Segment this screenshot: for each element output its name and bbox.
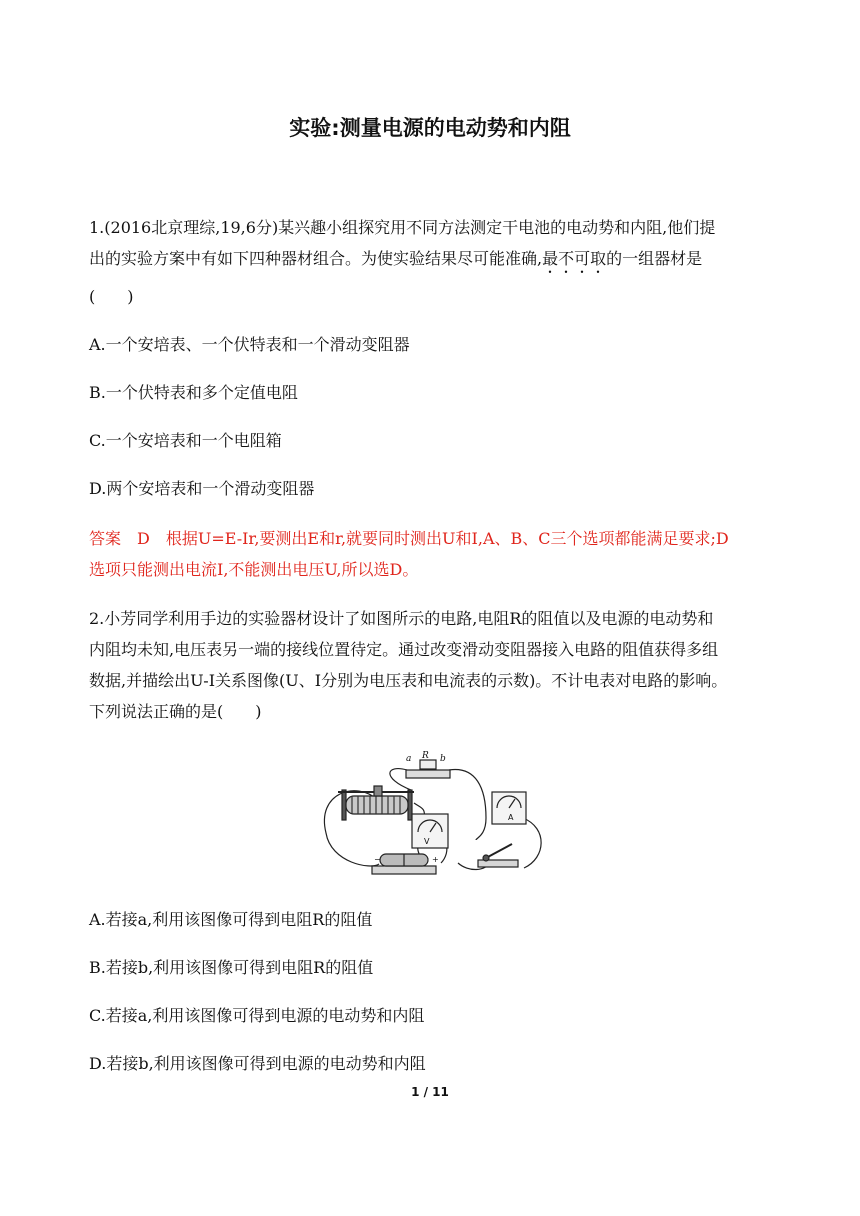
q2-stem-line1: 2.小芳同学利用手边的实验器材设计了如图所示的电路,电阻R的阻值以及电源的电动势和 <box>89 609 714 628</box>
circuit-figure <box>316 748 548 884</box>
label-voltmeter: V <box>424 837 430 846</box>
circuit-diagram <box>316 748 548 884</box>
q1-answer-line1: 答案 D 根据U=E-Ir,要测出E和r,就要同时测出U和I,A、B、C三个选项都能满足要求;D <box>89 529 729 548</box>
page-number: 1 / 11 <box>411 1085 449 1099</box>
q1-stem-post: 的一组器材是 <box>606 249 703 268</box>
q1-stem-line2 <box>89 243 779 277</box>
q2-stem-line3: 数据,并描绘出U-I关系图像(U、I分别为电压表和电流表的示数)。不计电表对电路的影响。 <box>89 671 728 690</box>
q1-option-d: D.两个安培表和一个滑动变阻器 <box>89 479 315 498</box>
q2-stem-line2: 内阻均未知,电压表另一端的接线位置待定。通过改变滑动变阻器接入电路的阻值获得多组 <box>89 640 719 659</box>
label-plus: + <box>432 855 439 864</box>
label-minus: − <box>374 855 381 864</box>
label-b: b <box>440 754 446 764</box>
page-title: 实验:测量电源的电动势和内阻 <box>289 116 571 140</box>
q1-answer-line2: 选项只能测出电流I,不能测出电压U,所以选D。 <box>89 560 419 579</box>
q1-stem-line1: 1.(2016北京理综,19,6分)某兴趣小组探究用不同方法测定干电池的电动势和内阻,他们提 <box>89 218 716 237</box>
q1-option-c: C.一个安培表和一个电阻箱 <box>89 431 282 450</box>
q2-option-c: C.若接a,利用该图像可得到电源的电动势和内阻 <box>89 1006 425 1025</box>
label-R: R <box>422 751 429 761</box>
q2-option-a: A.若接a,利用该图像可得到电阻R的阻值 <box>89 910 373 929</box>
q1-stem-emphasis: 最不可取 <box>542 249 607 268</box>
label-a: a <box>406 754 412 764</box>
q2-stem-line4: 下列说法正确的是( ) <box>89 702 262 721</box>
label-ammeter: A <box>508 813 514 822</box>
q1-option-a: A.一个安培表、一个伏特表和一个滑动变阻器 <box>89 335 410 354</box>
q2-option-d: D.若接b,利用该图像可得到电源的电动势和内阻 <box>89 1054 426 1073</box>
q1-answer-blank: ( ) <box>89 287 134 306</box>
q1-option-b: B.一个伏特表和多个定值电阻 <box>89 383 298 402</box>
q2-option-b: B.若接b,利用该图像可得到电阻R的阻值 <box>89 958 374 977</box>
q1-stem-pre: 出的实验方案中有如下四种器材组合。为使实验结果尽可能准确, <box>89 249 543 268</box>
